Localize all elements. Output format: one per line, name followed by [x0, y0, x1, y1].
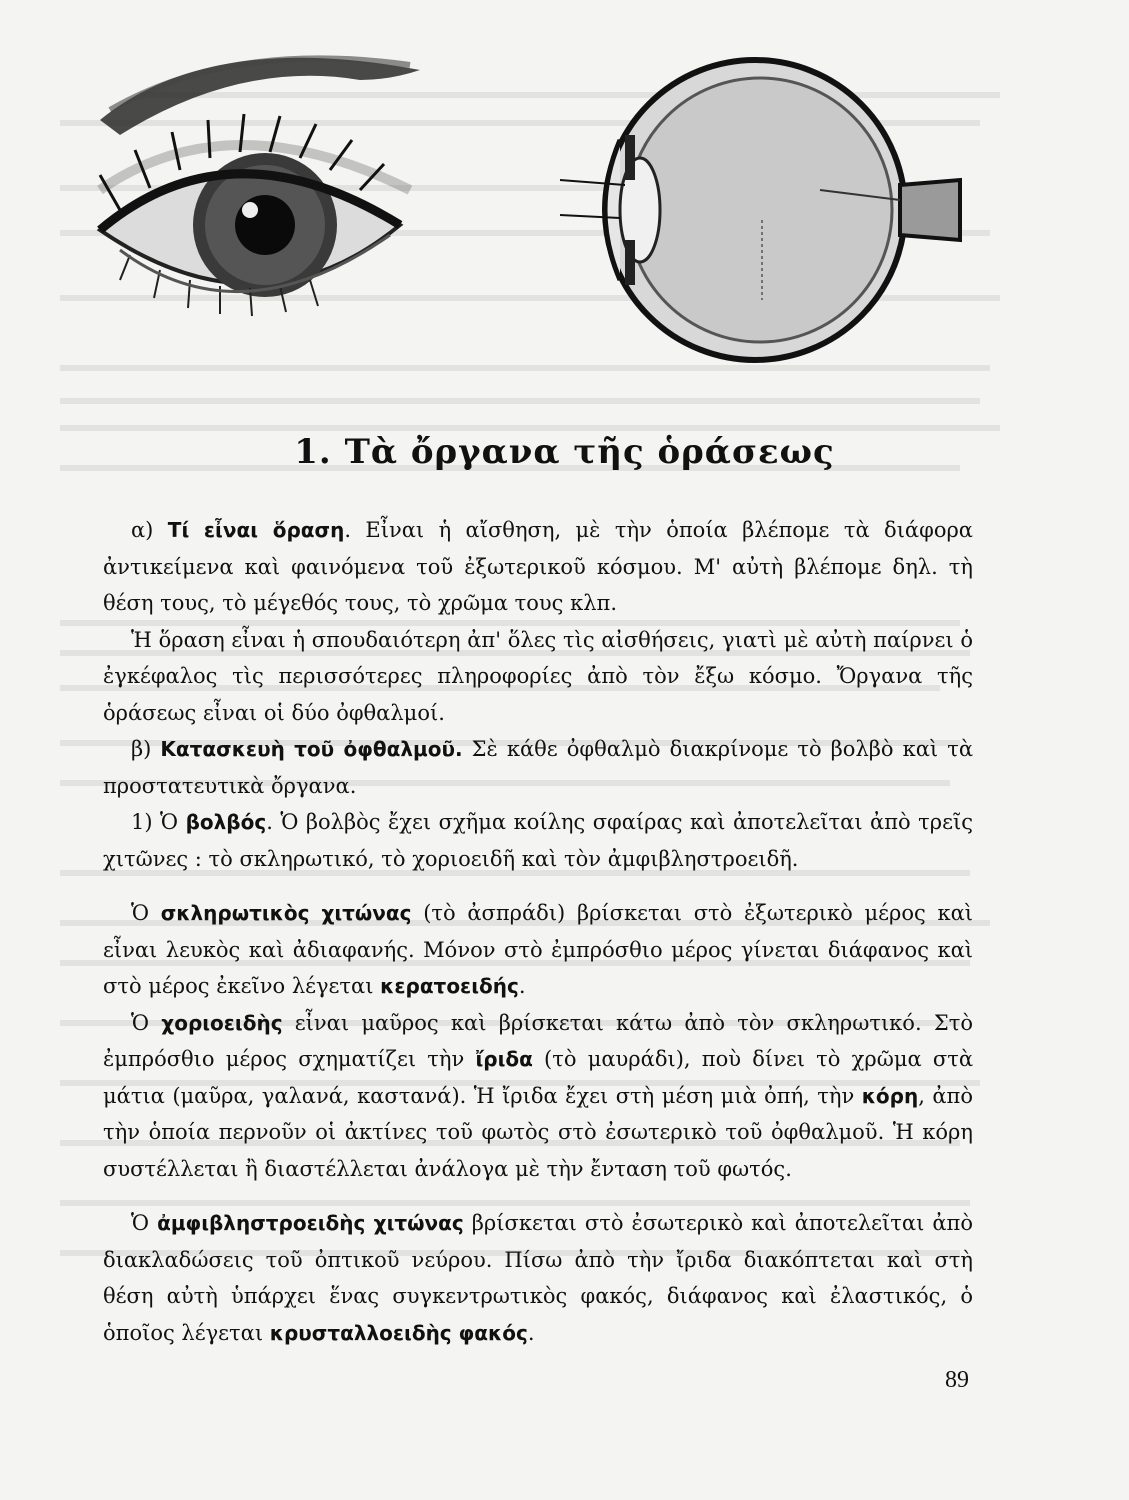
term-sclera: σκληρωτικὸς χιτώνας — [160, 901, 412, 925]
body-text — [103, 512, 973, 1351]
term-choroid: χοριοειδὴς — [161, 1010, 283, 1035]
paragraph-text: . Εἶναι ἡ αἴσθηση, μὲ τὴν ὁποία βλέπομε τὰ διάφορα ἀντικείμενα καὶ φαινόμενα τοῦ ἐξωτερικοῦ κόσμου. Μ' αὐτὴ βλέπομε δηλ. τὴ θέση τους, τὸ μέγεθός τους, τὸ χρῶμα τους κλπ. — [103, 518, 973, 615]
paragraph-eyeball — [103, 804, 973, 877]
eyeball-cross-section-diagram — [560, 60, 960, 360]
term-retina: ἀμφιβληστροειδὴς χιτώνας — [157, 1211, 464, 1235]
list-marker-a: α) — [131, 518, 168, 542]
term-cornea: κερατοειδής — [380, 974, 519, 998]
term-crystalline-lens: κρυσταλλοειδὴς φακός — [269, 1320, 528, 1345]
paragraph-text: . Ὁ βολβὸς ἔχει σχῆμα κοίλης σφαίρας καὶ ἀποτελεῖται ἀπὸ τρεῖς χιτῶνες : τὸ σκληρωτικό, τὸ χοριοειδῆ καὶ τὸν ἀμφιβληστροειδῆ. — [103, 810, 973, 871]
paragraph-text: (τὸ μαυράδι), ποὺ δίνει τὸ χρῶμα στὰ μάτια (μαῦρα, γαλανά, καστανά). Ἡ ἴριδα ἔχει στὴ μέση μιὰ ὀπή, τὴν — [103, 1047, 973, 1108]
term-eyeball: βολβός — [185, 810, 267, 834]
paragraph-retina — [103, 1205, 973, 1351]
paragraph-text: εἶναι μαῦρος καὶ βρίσκεται κάτω ἀπὸ τὸν σκληρωτικό. Στὸ ἐμπρόσθιο μέρος σχηματίζει τὴν — [103, 1010, 973, 1071]
paragraph-text: βρίσκεται στὸ ἐσωτερικὸ καὶ ἀποτελεῖται ἀπὸ διακλαδώσεις τοῦ ὀπτικοῦ νεύρου. Πίσω ἀπὸ τὴν ἴριδα διακόπτεται καὶ στὴ θέση αὐτὴ ὑπάρχει ἕνας συγκεντρωτικὸς φακός, διάφανος καὶ ἐλαστικός, ὁ ὁποῖος λέγεται — [103, 1211, 973, 1345]
paragraph-sclera — [103, 895, 973, 1005]
eye-illustrations — [60, 40, 1000, 370]
page-title: 1. Τὰ ὄργανα τῆς ὁράσεως — [294, 432, 835, 472]
paragraph-choroid — [103, 1005, 973, 1188]
paragraph-text: . — [527, 1320, 535, 1345]
paragraph-eye-structure — [103, 731, 973, 804]
heading-eye-structure: Κατασκευὴ τοῦ ὀφθαλμοῦ. — [160, 737, 463, 761]
heading-what-is-vision: Τί εἶναι ὅραση — [167, 518, 345, 542]
paragraph-text: Ὁ — [131, 1211, 158, 1235]
paragraph-text: , ἀπὸ τὴν ὁποία περνοῦν οἱ ἀκτίνες τοῦ φωτὸς στὸ ἐσωτερικὸ τοῦ ὀφθαλμοῦ. Ἡ κόρη συστέλλεται ἢ διαστέλλεται ἀνάλογα μὲ τὴν ἔνταση τοῦ φωτός. — [103, 1083, 973, 1181]
paragraph-text: . — [518, 974, 526, 998]
eye-photo-image — [100, 58, 420, 316]
paragraph-text: Ἡ ὅραση εἶναι ἡ σπουδαιότερη ἀπ' ὅλες τὶς αἰσθήσεις, γιατὶ μὲ αὐτὴ παίρνει ὁ ἐγκέφαλος τὶς περισσότερες πληροφορίες ἀπὸ τὸν ἔξω κόσμο. Ὄργανα τῆς ὁράσεως εἶναι οἱ δύο ὀφθαλμοί. — [103, 627, 973, 725]
paragraph-vision-definition — [103, 512, 973, 622]
paragraph-text: Ὁ — [131, 901, 161, 925]
page-number: 89 — [945, 1367, 969, 1393]
term-iris: ἴριδα — [475, 1047, 533, 1071]
paragraph-text: (τὸ ἀσπράδι) βρίσκεται στὸ ἐξωτερικὸ μέρος καὶ εἶναι λευκὸς καὶ ἀδιαφανής. Μόνον στὸ ἐμπρόσθιο μέρος γίνεται διάφανος καὶ στὸ μέρος ἐκεῖνο λέγεται — [103, 901, 973, 998]
paragraph-text: Ὁ — [131, 1010, 162, 1035]
list-marker-1: 1) Ὁ — [131, 810, 186, 834]
paragraph-vision-importance — [103, 622, 973, 732]
list-marker-b: β) — [131, 737, 161, 761]
term-pupil: κόρη — [861, 1083, 919, 1108]
paragraph-text: Σὲ κάθε ὀφθαλμὸ διακρίνομε τὸ βολβὸ καὶ τὰ προστατευτικὰ ὄργανα. — [103, 737, 974, 798]
